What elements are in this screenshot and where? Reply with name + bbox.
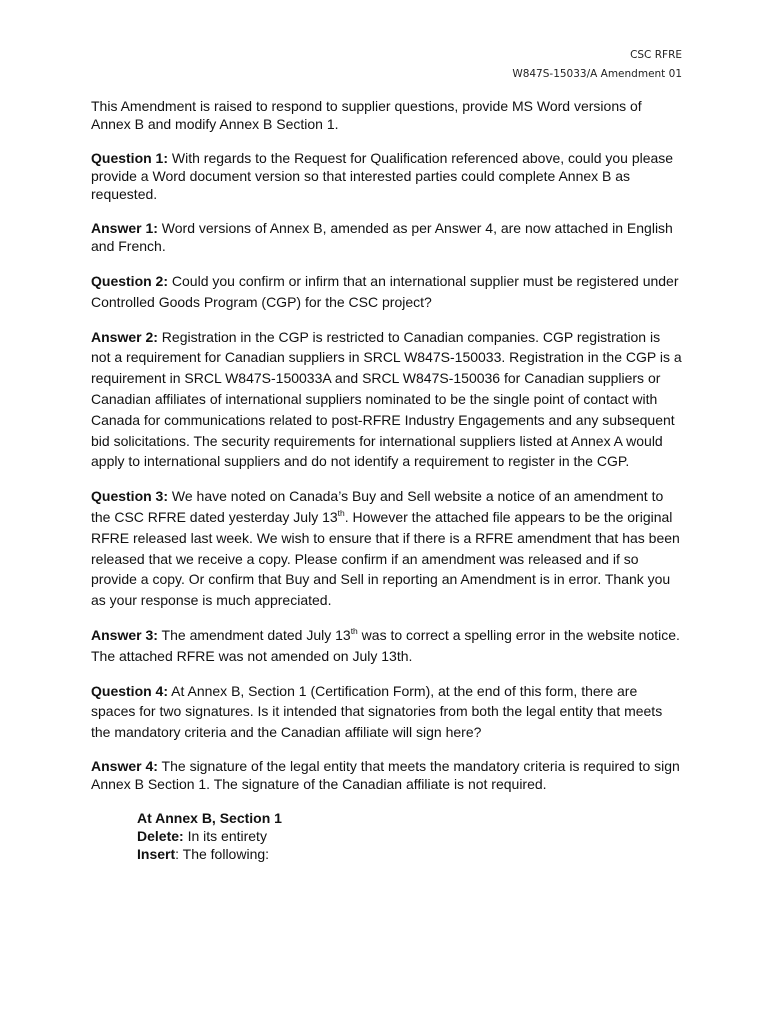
answer-3-label: Answer 3: [91, 626, 158, 643]
amendment-heading [137, 809, 683, 827]
answer-4-text: The signature of the legal entity that meets the mandatory criteria is required to sign Annex B Section 1. The signature of the Canadian affiliate is not required. [91, 757, 680, 792]
question-3 [91, 486, 683, 611]
question-2-label: Question 2: [91, 273, 169, 289]
question-3-label: Question 3: [91, 488, 169, 505]
answer-3-text-before: The amendment dated July 13 [157, 626, 351, 643]
question-4 [91, 681, 683, 743]
amendment-insert-line [137, 845, 683, 863]
answer-1-text: Word versions of Annex B, amended as per Answer 4, are now attached in English and French. [91, 220, 673, 254]
question-3-superscript: th [337, 507, 345, 518]
answer-4 [91, 757, 683, 793]
question-3-text-before: We have noted on Canada’s Buy and Sell website a notice of an amendment to the CSC RFRE dated yesterday July 13 [91, 488, 664, 525]
answer-2-text: Registration in the CGP is restricted to Canadian companies. CGP registration is not a requirement for Canadian suppliers in SRCL W847S-150033. Registration in the CGP is a requirement in SRCL W847S-150033A and SRCL W847S-150036 for Canadian suppliers or Canadian affiliates of international suppliers nominated to be the single point of contact with Canada for communications related to post-RFRE Industry Engagements and any subsequent bid solicitations. The security requirements for international suppliers listed at Annex A would apply to international suppliers and do not identify a requirement to register in the CGP. [91, 328, 682, 470]
answer-3-superscript: th [350, 625, 358, 636]
amendment-delete-line [137, 827, 683, 845]
answer-4-label: Answer 4: [91, 757, 158, 774]
insert-label: Insert [137, 845, 176, 862]
question-2 [91, 271, 683, 313]
question-3-text-after: . However the attached file appears to be the original RFRE released last week. We wish to ensure that if there is a RFRE amendment that has been released that we receive a copy. Please confirm if an amendment was released and if so provide a copy. Or confirm that Buy and Sell in reporting an Amendment is in error. Thank you as your response is much appreciated. [91, 508, 680, 609]
question-2-text: Could you confirm or infirm that an international supplier must be registered under Controlled Goods Program (CGP) for the CSC project? [91, 273, 679, 310]
answer-2-label: Answer 2: [91, 328, 158, 345]
document-body [91, 97, 683, 863]
answer-2 [91, 327, 683, 473]
question-1-text: With regards to the Request for Qualification referenced above, could you please provide a Word document version so that interested parties could complete Annex B as requested. [91, 150, 674, 202]
amendment-heading-text: At Annex B, Section 1 [137, 809, 282, 826]
question-1 [91, 149, 683, 203]
answer-3-text-after: was to correct a spelling error in the website notice. The attached RFRE was not amended on July 13th. [91, 626, 680, 664]
header-title: CSC RFRE [630, 49, 682, 61]
answer-3 [91, 625, 683, 667]
intro-paragraph: This Amendment is raised to respond to supplier questions, provide MS Word versions of Annex B and modify Annex B Section 1. [91, 98, 642, 132]
delete-label: Delete: [137, 827, 184, 844]
amendment-block [137, 809, 683, 863]
question-4-label: Question 4: [91, 682, 169, 699]
header-reference: W847S-15033/A Amendment 01 [512, 68, 682, 80]
answer-1 [91, 219, 683, 255]
answer-1-label: Answer 1: [91, 220, 158, 236]
insert-text: : The following: [175, 845, 270, 862]
delete-text: In its entirety [183, 827, 267, 844]
question-4-text: At Annex B, Section 1 (Certification Form), at the end of this form, there are spaces for two signatures. Is it intended that signatories from both the legal entity that meets the mandatory criteria and the Canadian affiliate will sign here? [91, 682, 663, 741]
question-1-label: Question 1: [91, 150, 169, 166]
document-header [512, 46, 682, 84]
